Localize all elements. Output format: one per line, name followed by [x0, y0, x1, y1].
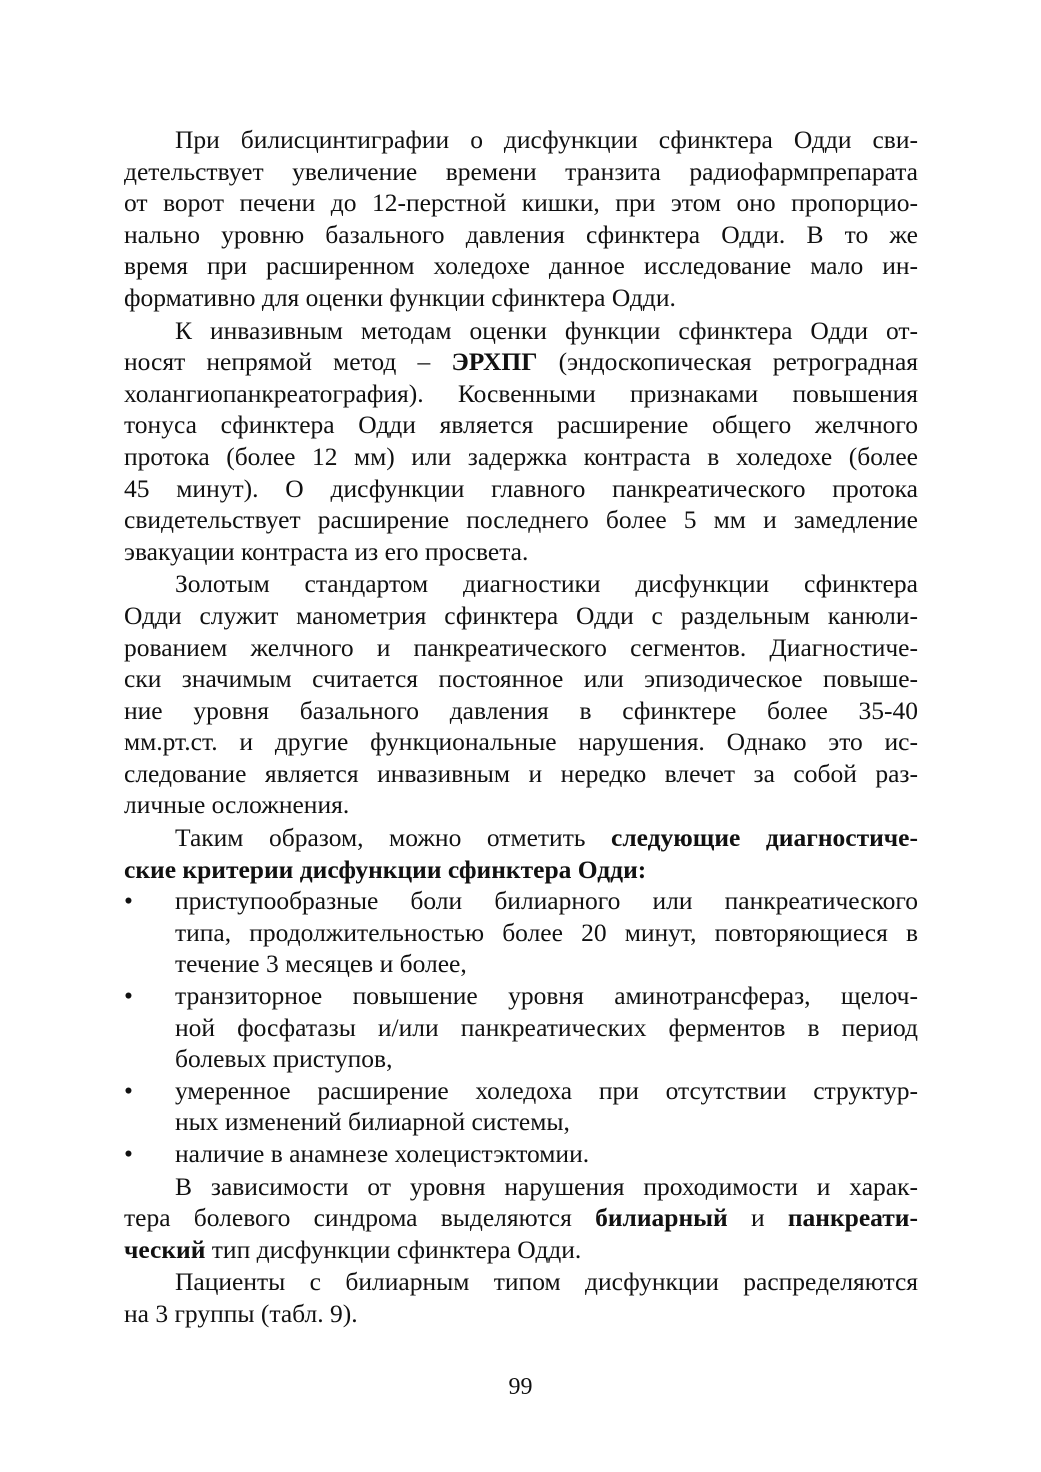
text-line — [124, 346, 918, 378]
paragraph-criteria-intro — [124, 822, 918, 885]
text-line: время при расширенном холедохе данное исследование мало ин- — [124, 251, 918, 281]
text-line: нально уровню базального давления сфинктера Одди. В то же — [124, 219, 918, 249]
text-line: личные осложнения. — [124, 790, 350, 820]
text-line: умеренное расширение холедоха при отсутствии структур- — [175, 1075, 918, 1105]
bold-run: билиарный — [595, 1203, 728, 1233]
text-run: (эндоскопическая ретроградная — [537, 347, 918, 377]
text-line: на 3 группы (табл. 9). — [124, 1298, 358, 1328]
text-line: протока (более 12 мм) или задержка контраста в холедохе (более — [124, 441, 918, 471]
text-run: тип дисфункции сфинктера Одди. — [205, 1234, 582, 1264]
bullet-icon: • — [124, 1139, 133, 1168]
text-line: рованием желчного и панкреатического сегментов. Диагностиче- — [124, 632, 918, 662]
ercp-term: ЭРХПГ — [451, 347, 538, 377]
list-item — [124, 980, 918, 1075]
bold-run: следующие диагностиче- — [611, 823, 918, 853]
bullet-icon: • — [124, 886, 133, 916]
list-item — [124, 1075, 918, 1138]
text-run: и — [727, 1203, 788, 1233]
text-line: При билисцинтиграфии о дисфункции сфинктера Одди сви- — [175, 125, 918, 154]
bullet-icon: • — [124, 1075, 133, 1105]
list-item — [124, 1138, 918, 1170]
page-number: 99 — [508, 1374, 533, 1400]
bold-run: ские критерии дисфункции сфинктера Одди: — [124, 854, 647, 884]
paragraph-dysfunction-types — [124, 1171, 918, 1266]
text-run: носят непрямой метод – — [124, 347, 452, 377]
paragraph-scintigraphy — [124, 124, 918, 314]
text-line: эвакуации контраста из его просвета. — [124, 536, 529, 566]
bullet-icon: • — [124, 981, 133, 1011]
text-line: Золотым стандартом диагностики дисфункции сфинктера — [175, 569, 918, 599]
text-line: следование является инвазивным и нередко влечет за собой раз- — [124, 758, 918, 788]
text-line: тонуса сфинктера Одди является расширение общего желчного — [124, 410, 918, 440]
text-line: К инвазивным методам оценки функции сфинктера Одди от- — [175, 315, 918, 345]
text-line: формативно для оценки функции сфинктера Одди. — [124, 282, 676, 312]
text-line: транзиторное повышение уровня аминотрансфераз, щелоч- — [175, 981, 918, 1011]
text-line — [124, 1234, 918, 1266]
text-line: наличие в анамнезе холецистэктомии. — [175, 1139, 590, 1168]
text-line: свидетельствует расширение последнего более 5 мм и замедление — [124, 505, 918, 535]
text-line: болевых приступов, — [175, 1044, 393, 1074]
text-line — [124, 822, 918, 854]
bold-run: панкреати- — [787, 1203, 918, 1233]
text-line: холангиопанкреатография). Косвенными признаками повышения — [124, 378, 918, 408]
list-item — [124, 885, 918, 980]
paragraph-manometry — [124, 568, 918, 821]
text-run: Таким образом, можно отметить — [175, 823, 612, 853]
text-line: ние уровня базального давления в сфинктере более 35-40 — [124, 695, 918, 725]
text-line: В зависимости от уровня нарушения проходимости и харак- — [175, 1171, 918, 1201]
text-line: типа, продолжительностью более 20 минут, повторяющиеся в — [175, 917, 918, 947]
criteria-list — [124, 885, 918, 1169]
paragraph-invasive-methods — [124, 315, 918, 568]
paragraph-patient-groups — [124, 1266, 918, 1329]
text-line: от ворот печени до 12-перстной кишки, при этом оно пропорцио- — [124, 188, 918, 218]
text-line: детельствует увеличение времени транзита радиофармпрепарата — [124, 156, 918, 186]
body-text — [124, 124, 918, 1330]
bold-run: ческий — [124, 1234, 206, 1264]
text-line: Одди служит манометрия сфинктера Одди с раздельным канюли- — [124, 600, 918, 630]
text-line: ски значимым считается постоянное или эпизодическое повыше- — [124, 664, 918, 694]
text-line — [124, 1202, 918, 1234]
text-line — [124, 854, 918, 886]
text-line: мм.рт.ст. и другие функциональные нарушения. Однако это ис- — [124, 727, 918, 757]
text-line: течение 3 месяцев и более, — [175, 949, 467, 979]
text-line: ной фосфатазы и/или панкреатических ферментов в период — [175, 1012, 918, 1042]
text-line: ных изменений билиарной системы, — [175, 1107, 570, 1137]
text-line: 45 минут). О дисфункции главного панкреатического протока — [124, 473, 918, 503]
text-run: тера болевого синдрома выделяются — [124, 1203, 596, 1233]
text-line: Пациенты с билиарным типом дисфункции распределяются — [175, 1267, 918, 1297]
text-line: приступообразные боли билиарного или панкреатического — [175, 886, 918, 916]
